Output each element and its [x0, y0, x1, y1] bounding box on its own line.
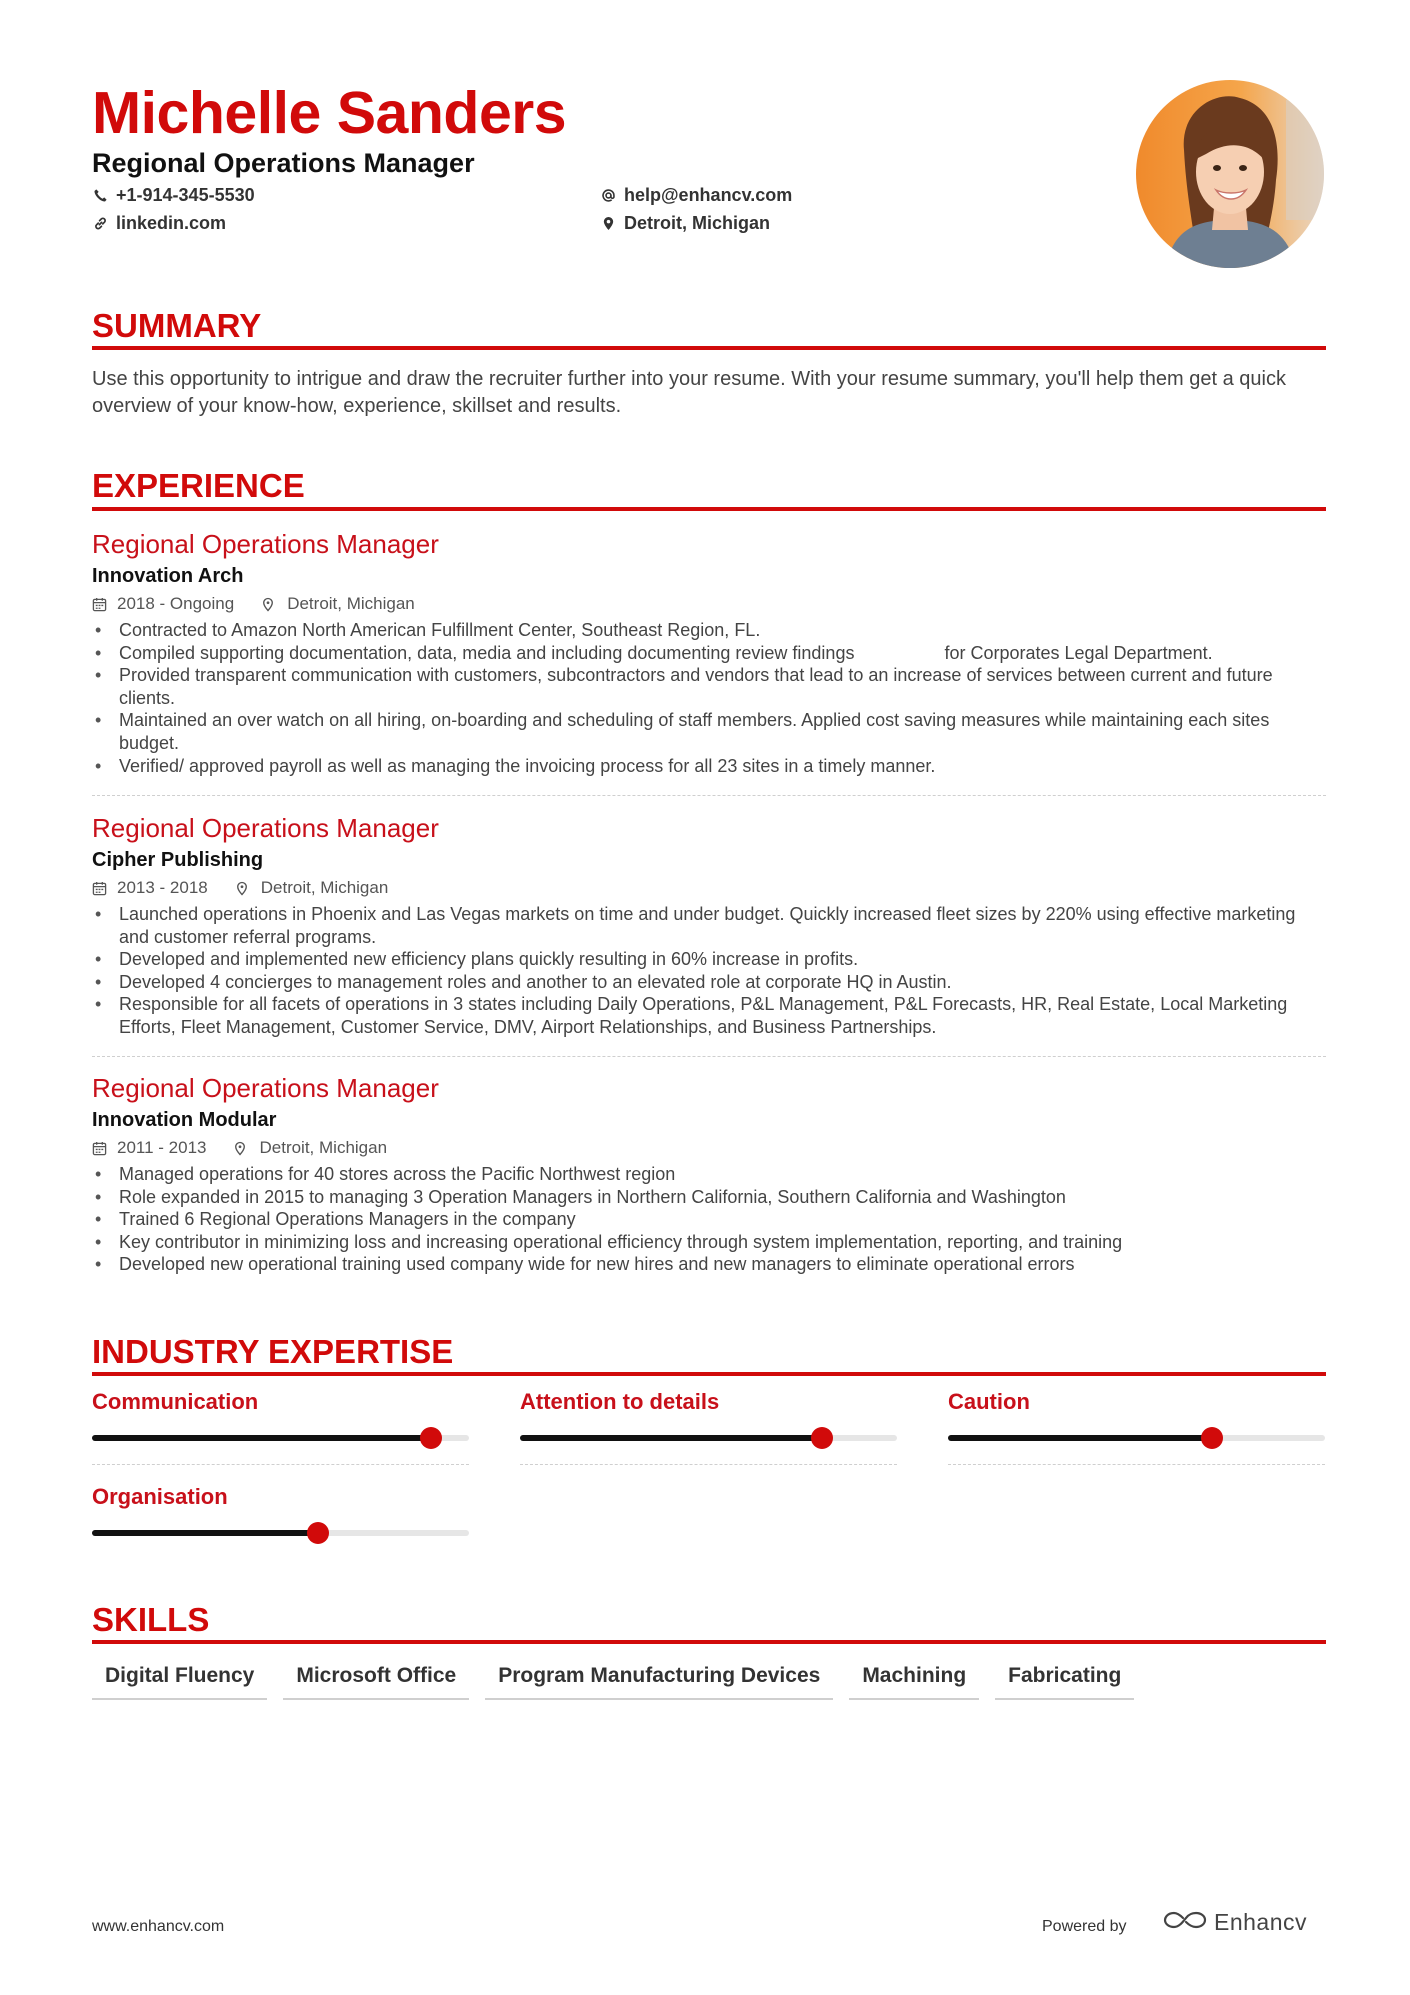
expertise-handle — [1201, 1427, 1223, 1449]
expertise-label: Caution — [948, 1389, 1030, 1414]
expertise-divider — [948, 1464, 1325, 1465]
job-title: Regional Operations Manager — [92, 529, 439, 559]
list-item: • Verified/ approved payroll as well as managing the invoicing process for all 23 sites in a timely manner. — [92, 755, 1326, 778]
job-meta — [92, 593, 1326, 615]
skill-tag: Fabricating — [995, 1662, 1134, 1700]
list-item: • Developed new operational training used company wide for new hires and new managers to eliminate operational errors — [92, 1253, 1326, 1276]
infinity-logo-icon — [1162, 1908, 1208, 1937]
expertise-fill — [520, 1435, 822, 1441]
list-item: • Key contributor in minimizing loss and increasing operational efficiency through system implementation, reporting, and training — [92, 1231, 1326, 1254]
list-item: • Maintained an over watch on all hiring, on-boarding and scheduling of staff members. Applied cost saving measures while maintaining each sites budget. — [92, 709, 1326, 754]
candidate-name: Michelle Sanders — [92, 80, 567, 146]
expertise-label: Communication — [92, 1389, 259, 1414]
job-bullets — [92, 619, 1326, 777]
experience-rule — [92, 507, 1326, 511]
expertise-label: Organisation — [92, 1484, 228, 1509]
list-item: • Provided transparent communication with customers, subcontractors and vendors that lead to an increase of services between current and future clients. — [92, 664, 1326, 709]
at-icon — [600, 187, 616, 203]
list-item: • Role expanded in 2015 to managing 3 Operation Managers in Northern California, Southern California and Washington — [92, 1186, 1326, 1209]
job-dates: 2018 - Ongoing — [117, 594, 235, 613]
expertise-fill — [948, 1435, 1212, 1441]
location-text: Detroit, Michigan — [624, 213, 771, 233]
expertise-item — [92, 1483, 469, 1537]
list-item: • Responsible for all facets of operations in 3 states including Daily Operations, P&L Management, P&L Forecasts, HR, Real Estate, Local Marketing Efforts, Fleet Management, Customer Service, DMV, Airport Relationships, and Business Partnerships. — [92, 993, 1326, 1038]
phone-text: +1-914-345-5530 — [116, 185, 255, 205]
location-pin-icon — [600, 215, 616, 231]
email-text[interactable]: help@enhancv.com — [624, 185, 793, 205]
job-meta — [92, 877, 1326, 899]
job-location: Detroit, Michigan — [259, 1138, 388, 1157]
job-location: Detroit, Michigan — [260, 878, 389, 897]
summary-rule — [92, 346, 1326, 350]
location-pin-icon — [236, 880, 252, 896]
expertise-bar — [92, 1434, 469, 1442]
skills-heading: SKILLS — [92, 1601, 210, 1638]
job-meta — [92, 1137, 1326, 1159]
expertise-fill — [92, 1435, 431, 1441]
experience-heading: EXPERIENCE — [92, 467, 305, 504]
job-divider — [92, 1056, 1326, 1057]
skills-rule — [92, 1640, 1326, 1644]
expertise-handle — [420, 1427, 442, 1449]
expertise-divider — [520, 1464, 897, 1465]
expertise-divider — [92, 1464, 469, 1465]
expertise-heading: INDUSTRY EXPERTISE — [92, 1333, 454, 1370]
link-icon — [92, 215, 108, 231]
expertise-fill — [92, 1530, 318, 1536]
job-bullets — [92, 903, 1326, 1039]
footer-url[interactable]: www.enhancv.com — [92, 1918, 225, 1935]
skills-list — [92, 1662, 1150, 1700]
calendar-icon — [92, 1140, 108, 1156]
linkedin-text[interactable]: linkedin.com — [116, 213, 227, 233]
expertise-rule — [92, 1372, 1326, 1376]
contact-location — [600, 212, 770, 234]
job-company: Innovation Modular — [92, 1109, 277, 1131]
list-item: • Developed and implemented new efficiency plans quickly resulting in 60% increase in profits. — [92, 948, 1326, 971]
job-entry — [92, 528, 1326, 777]
skill-tag: Digital Fluency — [92, 1662, 267, 1700]
expertise-bar — [92, 1529, 469, 1537]
job-title: Regional Operations Manager — [92, 1073, 439, 1103]
job-title: Regional Operations Manager — [92, 813, 439, 843]
calendar-icon — [92, 880, 108, 896]
phone-icon — [92, 187, 108, 203]
brand-name: Enhancv — [1214, 1909, 1308, 1935]
location-pin-icon — [262, 596, 278, 612]
calendar-icon — [92, 596, 108, 612]
contact-phone — [92, 184, 255, 206]
job-dates: 2011 - 2013 — [117, 1138, 207, 1157]
expertise-handle — [811, 1427, 833, 1449]
expertise-item — [92, 1388, 469, 1465]
job-company: Innovation Arch — [92, 565, 244, 587]
expertise-handle — [307, 1522, 329, 1544]
expertise-bar — [520, 1434, 897, 1442]
powered-by-label: Powered by — [1042, 1918, 1127, 1935]
expertise-item — [520, 1388, 897, 1465]
contact-linkedin[interactable] — [92, 212, 226, 234]
expertise-bar — [948, 1434, 1325, 1442]
job-company: Cipher Publishing — [92, 849, 264, 871]
job-divider — [92, 795, 1326, 796]
list-item: • Compiled supporting documentation, data, media and including documenting review findings for Corporates Legal Department. — [92, 642, 1326, 665]
job-dates: 2013 - 2018 — [117, 878, 208, 897]
list-item: • Contracted to Amazon North American Fulfillment Center, Southeast Region, FL. — [92, 619, 1326, 642]
expertise-label: Attention to details — [520, 1389, 720, 1414]
profile-photo — [1136, 80, 1324, 268]
location-pin-icon — [234, 1140, 250, 1156]
skill-tag: Microsoft Office — [283, 1662, 469, 1700]
list-item: • Trained 6 Regional Operations Managers in the company — [92, 1208, 1326, 1231]
skill-tag: Program Manufacturing Devices — [485, 1662, 833, 1700]
expertise-item — [948, 1388, 1325, 1465]
list-item: • Developed 4 concierges to management roles and another to an elevated role at corporate HQ in Austin. — [92, 971, 1326, 994]
brand-logo[interactable] — [1162, 1908, 1307, 1937]
job-entry — [92, 812, 1326, 1039]
candidate-headline: Regional Operations Manager — [92, 148, 475, 178]
summary-text: Use this opportunity to intrigue and draw the recruiter further into your resume. With your resume summary, you'll help them get a quick overview of your know-how, experience, skillset and results. — [92, 368, 1286, 417]
job-location: Detroit, Michigan — [287, 594, 415, 613]
contact-email[interactable] — [600, 184, 792, 206]
summary-heading: SUMMARY — [92, 307, 262, 344]
list-item: • Managed operations for 40 stores across the Pacific Northwest region — [92, 1163, 1326, 1186]
job-entry — [92, 1072, 1326, 1276]
list-item: • Launched operations in Phoenix and Las Vegas markets on time and under budget. Quickly increased fleet sizes by 220% using effective marketing and customer referral programs. — [92, 903, 1326, 948]
skill-tag: Machining — [849, 1662, 979, 1700]
job-bullets — [92, 1163, 1326, 1276]
